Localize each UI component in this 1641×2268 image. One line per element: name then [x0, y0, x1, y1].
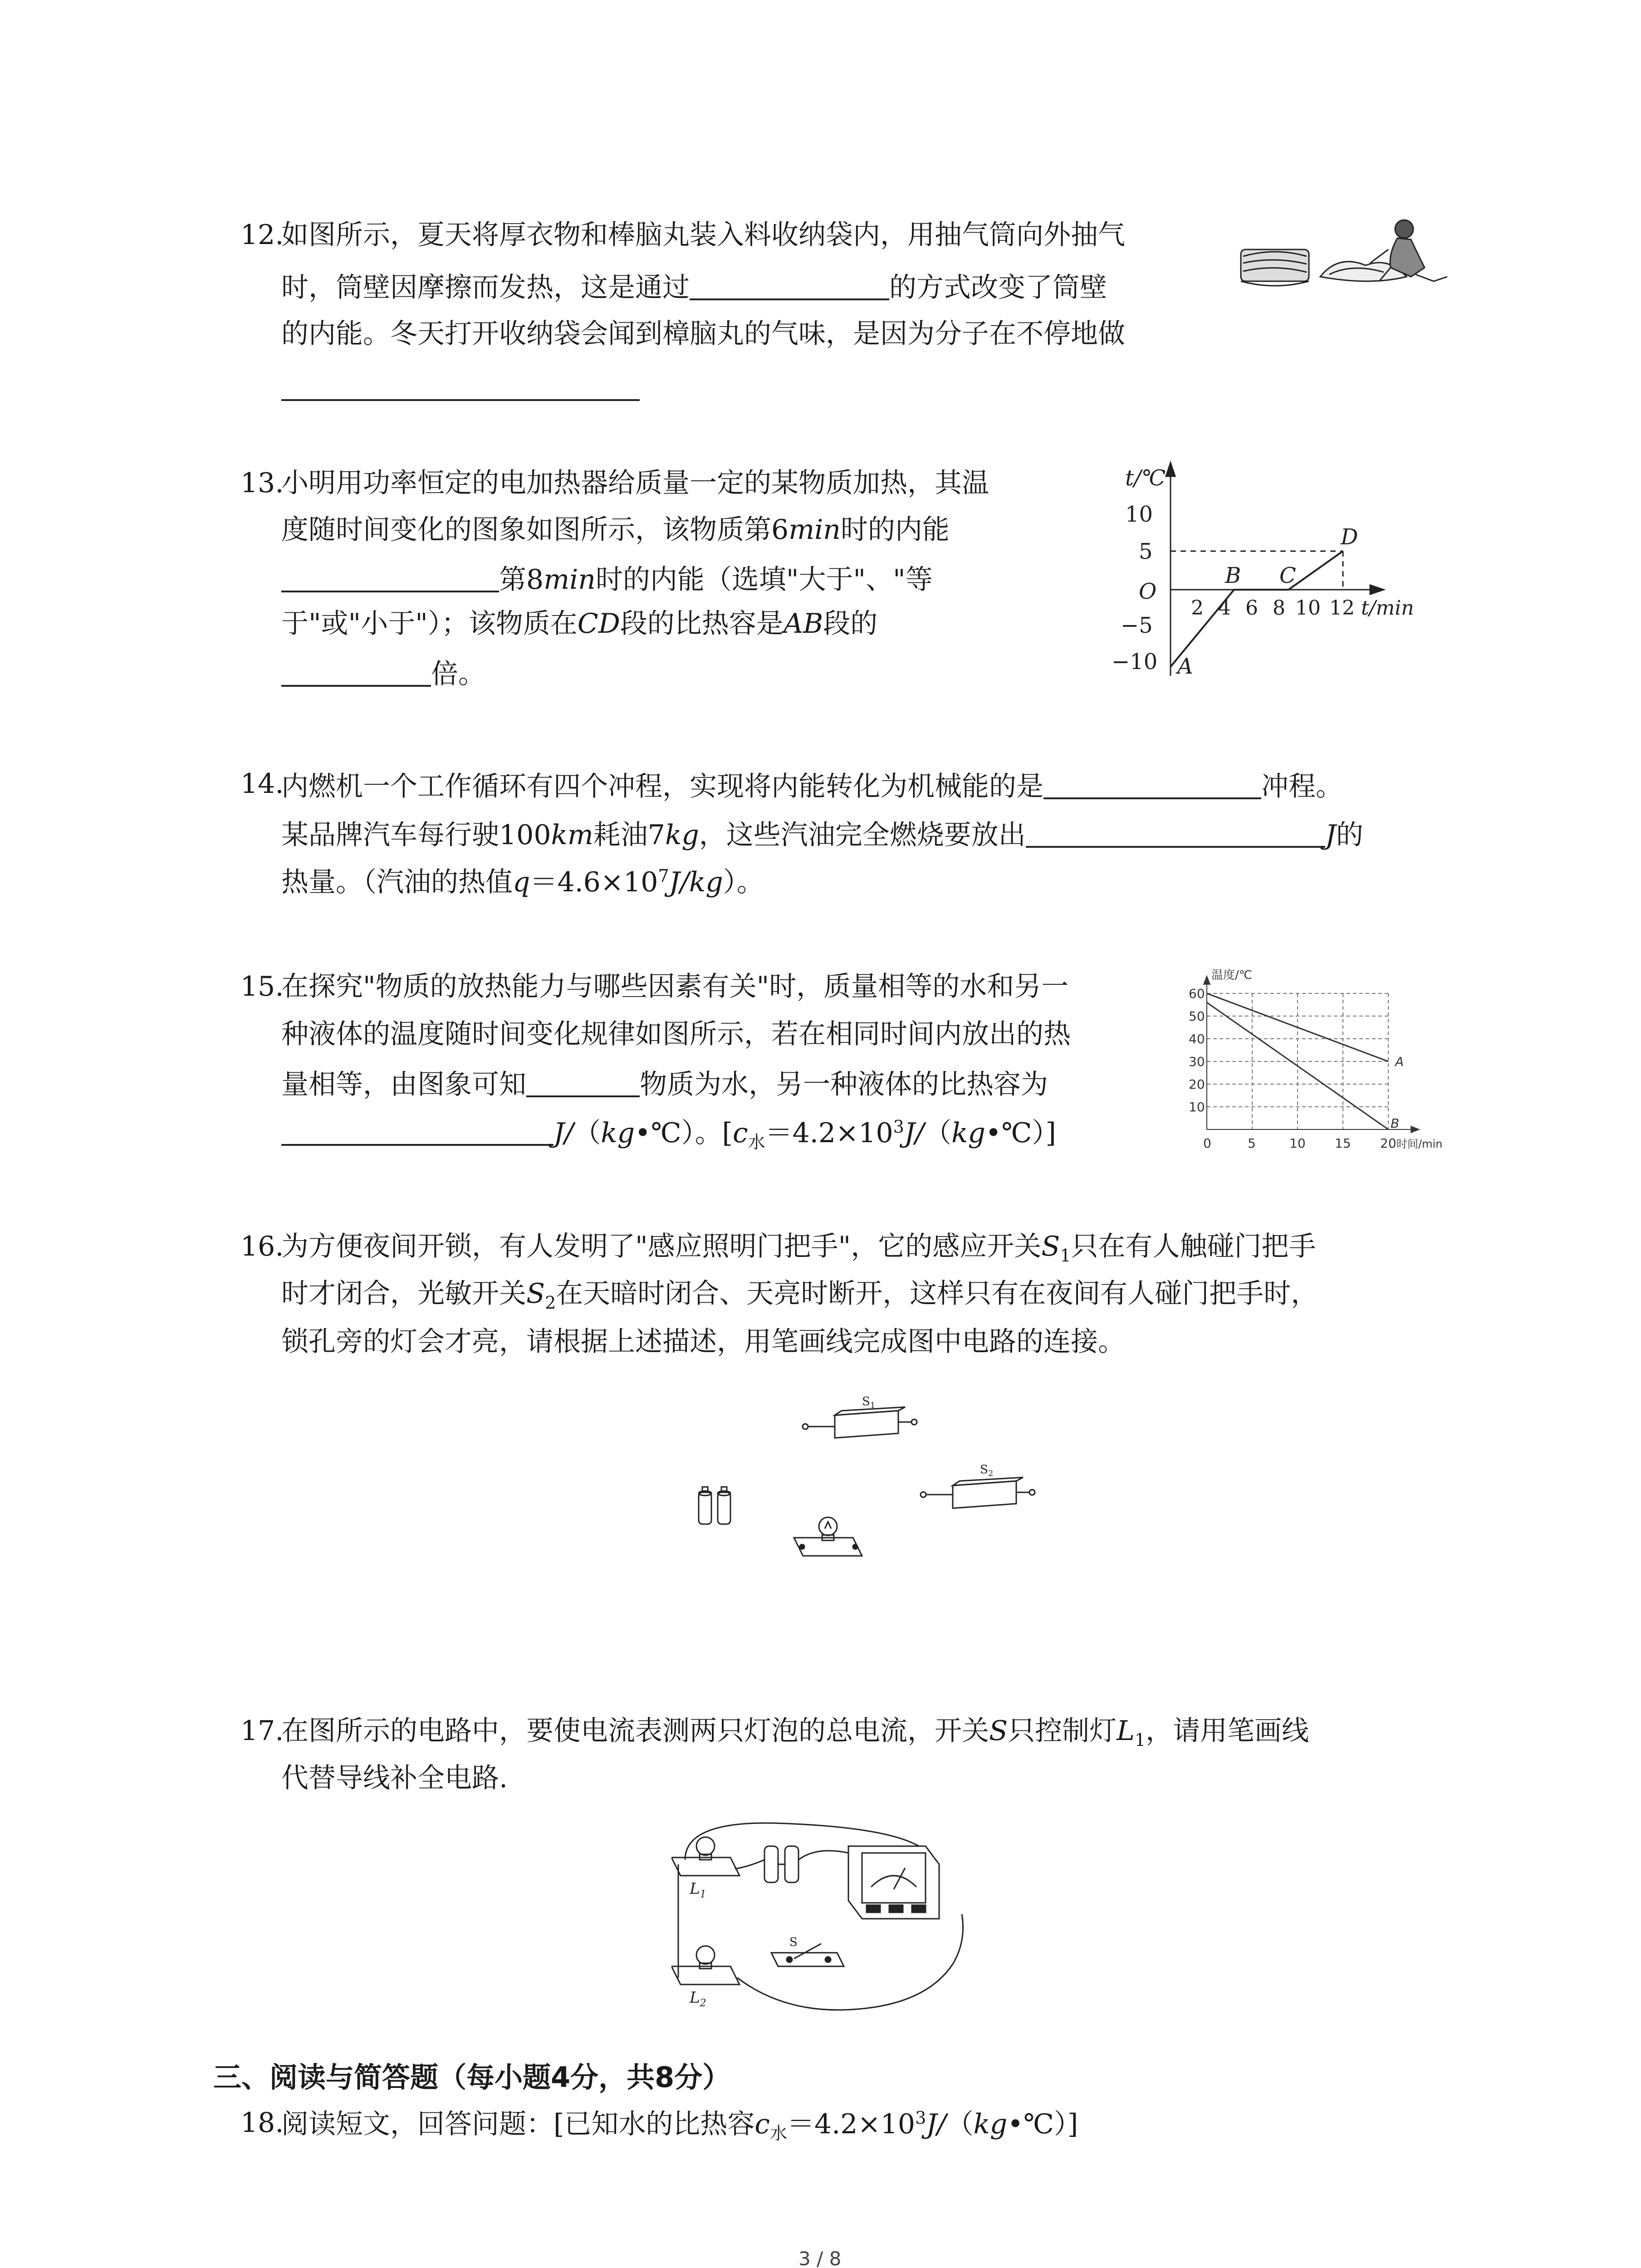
x-axis-label: t/min [1361, 596, 1414, 620]
q14-text: ）。 [723, 866, 764, 898]
unit-min: min [544, 564, 596, 596]
q14-text: 某品牌汽车每行驶100 [281, 819, 551, 851]
unit-kg: kg [665, 819, 699, 851]
subscript: 水 [748, 1132, 765, 1152]
q15-text: （ [573, 1117, 601, 1149]
symbol-c: c [754, 2108, 770, 2140]
q17-line-1 [281, 1717, 1309, 1749]
unit-j-per-kg: J/kg [669, 866, 723, 898]
q13-line-4 [281, 608, 878, 640]
q17-text: 在图所示的电路中，要使电流表测两只灯泡的总电流，开关 [281, 1715, 989, 1747]
q13-temperature-time-graph [1089, 458, 1452, 685]
unit-kg: kg [973, 2108, 1008, 2140]
symbol-l: L [1117, 1715, 1135, 1747]
point-label-a: A [1177, 654, 1193, 679]
question-number: 17. [240, 1715, 284, 1747]
q13-line-1: 小明用功率恒定的电加热器给质量一定的某物质加热，其温 [281, 467, 989, 499]
q15-text: （ [924, 1117, 952, 1149]
answer-blank[interactable] [1043, 770, 1261, 799]
question-number: 18. [240, 2107, 284, 2139]
y-tick: 40 [1189, 1031, 1205, 1046]
switch-s2-label: $S_2$ [980, 1463, 994, 1478]
unit-kg: kg [601, 1117, 635, 1149]
q12-line-2 [281, 271, 1107, 301]
q15-line-1: 在探究"物质的放热能力与哪些因素有关"时，质量相等的水和另一 [281, 971, 1069, 1002]
answer-blank[interactable] [281, 372, 640, 401]
q17-text: 只控制灯 [1008, 1715, 1117, 1747]
q15-line-2: 种液体的温度随时间变化规律如图所示，若在相同时间内放出的热 [281, 1018, 1071, 1050]
x-tick: 2 [1191, 596, 1204, 620]
q18-text: （ [946, 2108, 974, 2140]
q13-text: 时的内能（选填"大于"、"等 [595, 564, 933, 596]
question-number: 15. [240, 971, 284, 1002]
q15-temperature-time-graph [1180, 966, 1456, 1157]
q13-text: 于"或"小于"）；该物质在 [281, 608, 578, 640]
q13-text: 段的比热容是 [620, 608, 784, 640]
section-heading: 三、阅读与简答题（每小题4分，共8分） [213, 2061, 731, 2094]
q14-text: 热量。（汽油的热值 [281, 866, 513, 898]
q16-text: 为方便夜间开锁，有人发明了"感应照明门把手"，它的感应开关 [281, 1231, 1042, 1262]
q15-line-3 [281, 1068, 1048, 1098]
q14-line-2 [281, 819, 1363, 849]
unit-j: J [1325, 819, 1336, 851]
subscript: 2 [545, 1293, 556, 1313]
exponent: 3 [893, 1117, 904, 1137]
q15-text: 量相等，由图象可知 [281, 1069, 526, 1100]
answer-blank[interactable] [526, 1068, 640, 1097]
question-number: 12. [240, 219, 284, 251]
answer-blank[interactable] [281, 1117, 554, 1146]
q13-text: 第8 [499, 564, 544, 596]
unit-j: J/ [554, 1117, 574, 1149]
unit-kg: kg [951, 1117, 985, 1149]
q16-circuit-components [681, 1383, 1089, 1574]
q13-text: 倍。 [431, 658, 485, 690]
q14-line-3 [281, 867, 764, 896]
x-tick: 15 [1335, 1136, 1351, 1151]
y-tick: 10 [1189, 1100, 1205, 1114]
q16-text: 在天暗时闭合、天亮时断开，这样只有在夜间有人碰门把手时， [556, 1278, 1318, 1310]
q15-text: •℃）] [985, 1117, 1056, 1149]
subscript: 1 [1134, 1730, 1146, 1750]
exponent: 3 [915, 2108, 926, 2128]
switch-s1-label: $S_1$ [862, 1395, 876, 1410]
y-tick: 30 [1189, 1054, 1205, 1069]
x-tick: 10 [1295, 596, 1321, 620]
x-tick: 8 [1273, 596, 1285, 620]
q16-line-2 [281, 1280, 1318, 1311]
q15-text: •℃）。[ [635, 1117, 733, 1149]
answer-blank[interactable] [281, 563, 499, 592]
q14-text: 冲程。 [1261, 771, 1343, 802]
q16-text: 只在有人触碰门把手 [1071, 1231, 1316, 1262]
answer-blank[interactable] [690, 271, 889, 300]
q14-text: 内燃机一个工作循环有四个冲程，实现将内能转化为机械能的是 [281, 771, 1043, 802]
q14-text: ＝4.6×10 [530, 866, 658, 898]
point-label-b: B [1225, 563, 1241, 588]
y-tick: 60 [1189, 986, 1205, 1001]
origin-label: O [1139, 579, 1157, 604]
q13-text: 时的内能 [840, 514, 950, 546]
q17-circuit-diagram [671, 1814, 1016, 2023]
x-tick: 10 [1289, 1136, 1306, 1151]
x-tick: 5 [1248, 1136, 1256, 1151]
subscript: 水 [770, 2123, 788, 2143]
unit-min: min [789, 514, 841, 546]
y-tick: 20 [1189, 1077, 1205, 1092]
unit-km: km [551, 819, 593, 851]
q14-text: 耗油7 [593, 819, 665, 851]
question-number: 13. [240, 467, 284, 499]
x-tick: 12 [1329, 596, 1355, 620]
point-label-c: C [1279, 563, 1296, 588]
q15-text: 物质为水，另一种液体的比热容为 [640, 1069, 1048, 1100]
point-label-d: D [1341, 524, 1358, 550]
y-tick: −10 [1112, 649, 1158, 675]
q13-line-2 [281, 514, 950, 546]
y-tick: 50 [1189, 1009, 1205, 1024]
answer-blank[interactable] [281, 658, 431, 687]
q14-text: 的 [1336, 819, 1363, 851]
q14-text: ，这些汽油完全燃烧要放出 [699, 819, 1026, 851]
x-tick: 4 [1218, 596, 1231, 620]
q18-text: •℃）] [1007, 2108, 1078, 2140]
q13-text: 段的 [823, 608, 878, 640]
q12-line-1: 如图所示，夏天将厚衣物和棒脑丸装入料收纳袋内，用抽气筒向外抽气 [281, 219, 1125, 251]
unit-j: J/ [926, 2108, 946, 2140]
segment-ab: AB [783, 608, 823, 640]
lamp-l1-label: $L_1$ [690, 1880, 706, 1900]
question-number: 14. [240, 768, 284, 800]
unit-j: J/ [904, 1117, 925, 1149]
q12-text: 的方式改变了筒壁 [889, 272, 1107, 303]
symbol-q: q [513, 866, 530, 898]
q16-line-3: 锁孔旁的灯会才亮，请根据上述描述，用笔画线完成图中电路的连接。 [281, 1326, 1125, 1358]
page-number: 3 / 8 [798, 2248, 842, 2268]
series-label-a: A [1395, 1054, 1404, 1069]
series-label-b: B [1391, 1116, 1400, 1131]
symbol-s: S [526, 1278, 545, 1310]
x-axis-label: 时间/min [1396, 1138, 1443, 1150]
answer-blank[interactable] [1026, 819, 1325, 848]
q12-line-4 [281, 372, 640, 402]
y-tick: −5 [1121, 613, 1153, 638]
q13-line-3 [281, 563, 933, 596]
q17-text: ，请用笔画线 [1146, 1715, 1309, 1747]
y-tick: 10 [1125, 502, 1153, 527]
exponent: 7 [658, 866, 669, 886]
q15-line-4 [281, 1117, 1056, 1151]
symbol-s: S [1041, 1231, 1060, 1262]
switch-s-label: S [789, 1936, 798, 1949]
q16-line-1 [281, 1233, 1316, 1264]
q16-text: 时才闭合，光敏开关 [281, 1278, 526, 1310]
symbol-s: S [989, 1715, 1008, 1747]
x-tick: 0 [1203, 1136, 1211, 1151]
x-tick: 6 [1245, 596, 1258, 620]
storage-bag-illustration [1234, 213, 1452, 299]
segment-cd: CD [577, 608, 620, 640]
q13-text: 度随时间变化的图象如图所示，该物质第6 [281, 514, 789, 546]
subscript: 1 [1060, 1246, 1071, 1266]
q12-text: 时，筒壁因摩擦而发热，这是通过 [281, 272, 690, 303]
q18-line-1 [281, 2109, 1078, 2142]
question-number: 16. [240, 1231, 284, 1262]
y-tick: 5 [1139, 539, 1153, 564]
q17-line-2: 代替导线补全电路. [281, 1762, 508, 1794]
q14-line-1 [281, 770, 1343, 800]
q12-line-3: 的内能。冬天打开收纳袋会闻到樟脑丸的气味，是因为分子在不停地做 [281, 318, 1125, 350]
q18-text: ＝4.2×10 [787, 2108, 916, 2140]
q13-line-5 [281, 658, 485, 688]
symbol-c: c [732, 1117, 748, 1149]
q18-text: 阅读短文，回答问题：[已知水的比热容 [281, 2108, 755, 2140]
lamp-l2-label: $L_2$ [690, 1989, 706, 2009]
y-axis-label: 温度/℃ [1211, 968, 1252, 982]
q15-text: ＝4.2×10 [765, 1117, 893, 1149]
x-tick: 20 [1380, 1136, 1396, 1151]
y-axis-label: t/℃ [1125, 465, 1166, 491]
